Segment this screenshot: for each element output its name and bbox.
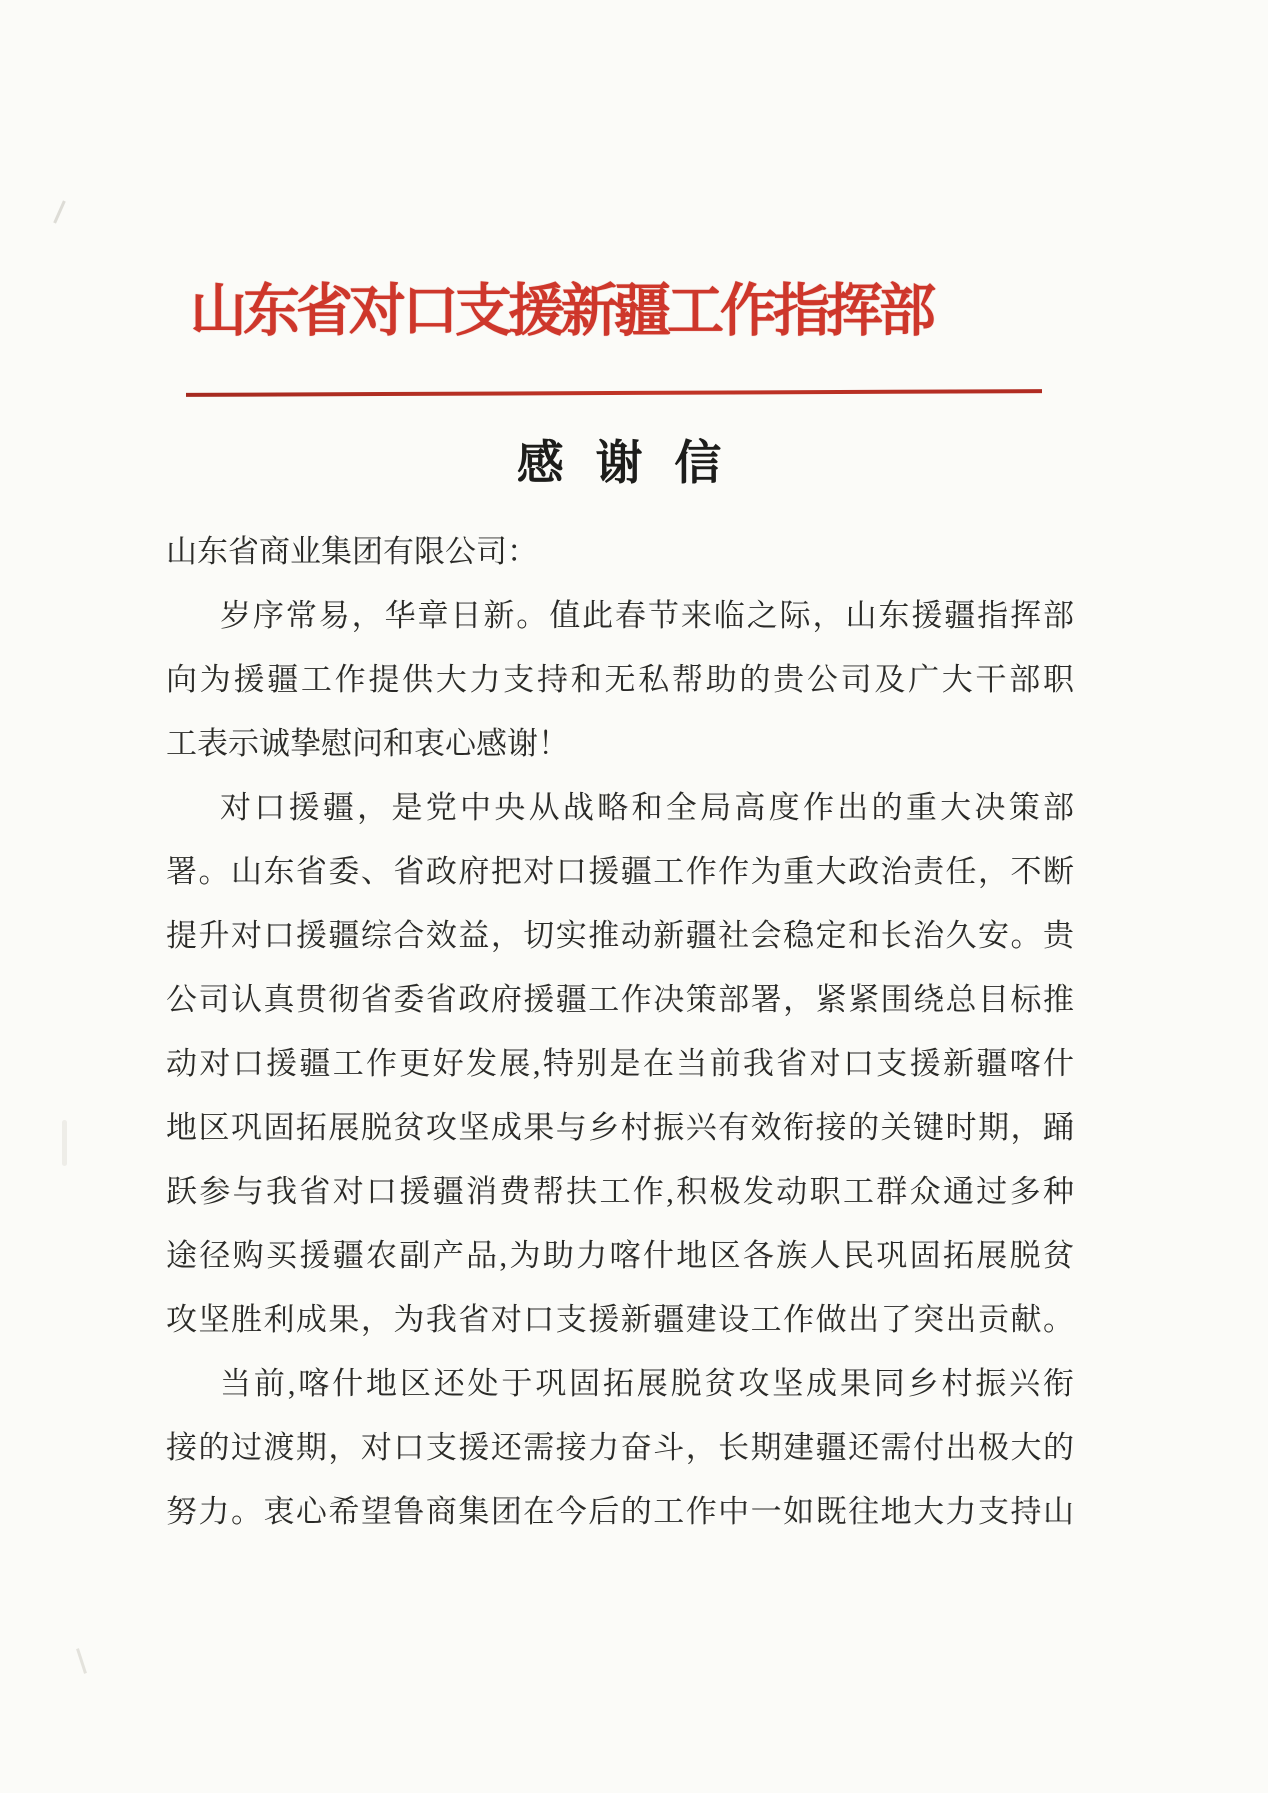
letter-line: 提升对口援疆综合效益，切实推动新疆社会稳定和长治久安。贵	[166, 918, 1074, 953]
letter-line: 对口援疆，是党中央从战略和全局高度作出的重大决策部	[220, 790, 1074, 825]
letter-body	[166, 520, 1074, 1544]
letter-line: 途径购买援疆农副产品,为助力喀什地区各族人民巩固拓展脱贫	[166, 1238, 1074, 1273]
letterhead-org-name: 山东省对口支援新疆工作指挥部	[190, 280, 932, 343]
letter-line: 接的过渡期，对口支援还需接力奋斗，长期建疆还需付出极大的	[166, 1430, 1074, 1465]
paragraph	[166, 776, 1074, 1352]
letter-line: 动对口援疆工作更好发展,特别是在当前我省对口支援新疆喀什	[166, 1046, 1074, 1081]
letter-line: 当前,喀什地区还处于巩固拓展脱贫攻坚成果同乡村振兴衔	[220, 1366, 1074, 1401]
letter-line: 署。山东省委、省政府把对口援疆工作作为重大政治责任，不断	[166, 854, 1074, 889]
paragraph	[166, 584, 1074, 776]
letter-line: 攻坚胜利成果，为我省对口支援新疆建设工作做出了突出贡献。	[166, 1302, 1074, 1337]
salutation: 山东省商业集团有限公司：	[166, 534, 538, 569]
letter-line: 地区巩固拓展脱贫攻坚成果与乡村振兴有效衔接的关键时期，踊	[166, 1110, 1074, 1145]
letter-line: 跃参与我省对口援疆消费帮扶工作,积极发动职工群众通过多种	[166, 1174, 1074, 1209]
scan-artifact	[76, 1648, 87, 1674]
scan-artifact	[53, 200, 66, 223]
letter-line: 公司认真贯彻省委省政府援疆工作决策部署，紧紧围绕总目标推	[166, 982, 1074, 1017]
scan-artifact	[62, 1120, 67, 1166]
letter-line: 岁序常易，华章日新。值此春节来临之际，山东援疆指挥部	[220, 598, 1074, 633]
letterhead-rule	[186, 389, 1042, 397]
letter-line: 向为援疆工作提供大力支持和无私帮助的贵公司及广大干部职	[166, 662, 1074, 697]
paragraph	[166, 1352, 1074, 1544]
letter-line: 工表示诚挚慰问和衷心感谢！	[166, 726, 569, 761]
letter-title: 感 谢 信	[516, 438, 724, 490]
letter-line: 努力。衷心希望鲁商集团在今后的工作中一如既往地大力支持山	[166, 1494, 1074, 1529]
